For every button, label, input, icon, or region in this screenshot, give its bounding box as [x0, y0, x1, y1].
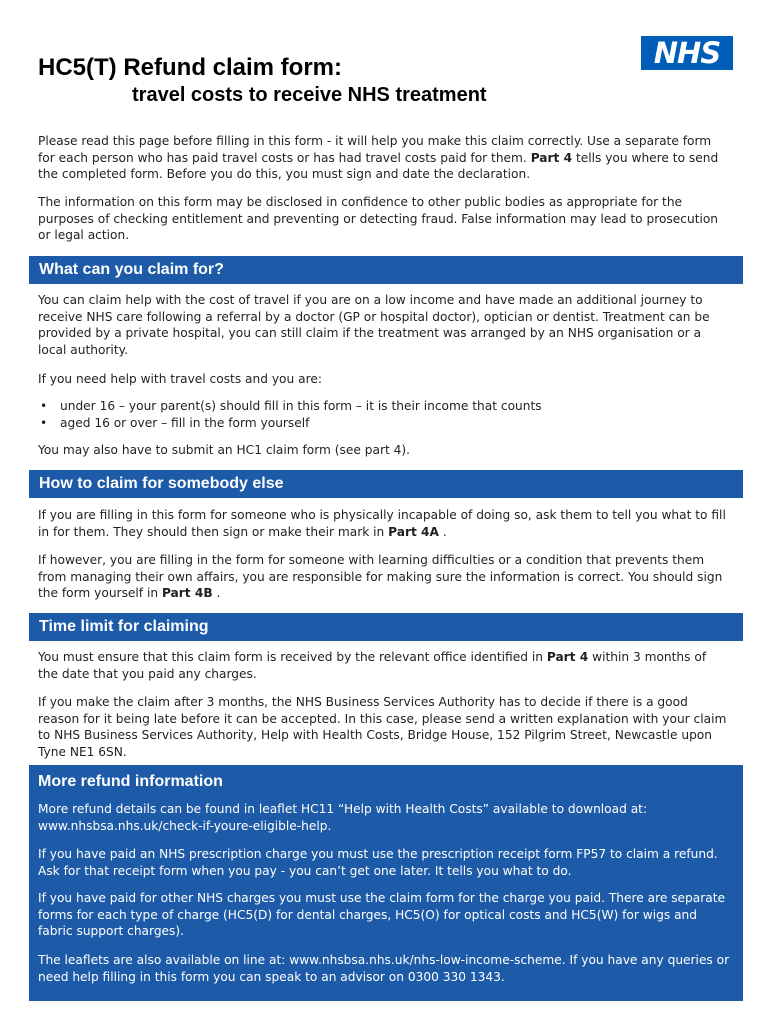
- page-title: HC5(T) Refund claim form:: [38, 54, 343, 81]
- section-heading-somebody: How to claim for somebody else: [29, 470, 743, 498]
- page-subtitle: travel costs to receive NHS treatment: [132, 84, 487, 106]
- time-paragraph-1: You must ensure that this claim form is received by the relevant office identified in Part 4 within 3 months of the date that you paid any charges.: [38, 650, 707, 681]
- list-item: • aged 16 or over – fill in the form yourself: [40, 415, 310, 430]
- part-4a-reference: Part 4A: [388, 524, 439, 539]
- somebody-paragraph-1: If you are filling in this form for someone who is physically incapable of doing so, ask them to tell you what to fill in for them. They should then sign or make their mark in Part 4A .: [38, 508, 726, 539]
- refund-paragraph-4: The leaflets are also available on line at: www.nhsbsa.nhs.uk/nhs-low-income-scheme. If you have any queries or need help filling in this form you can speak to an advisor on 0300 330 1343.: [38, 953, 730, 984]
- refund-paragraph-1: More refund details can be found in leaflet HC11 “Help with Health Costs” available to download at: www.nhsbsa.nhs.uk/check-if-youre-eligible-help.: [38, 802, 648, 833]
- time-paragraph-2: If you make the claim after 3 months, the NHS Business Services Authority has to decide if there is a good reason for it being late before it can be accepted. In this case, please send a written explanation with your claim to NHS Business Services Authority, Help with Health Costs, Bridge House, 152 Pilgrim Street, Newcastle upon Tyne NE1 6SN.: [38, 695, 727, 759]
- section-heading-time-limit: Time limit for claiming: [29, 613, 743, 641]
- part-4-reference: Part 4: [530, 150, 573, 165]
- claim-paragraph-1: You can claim help with the cost of travel if you are on a low income and have made an additional journey to receive NHS care following a referral by a doctor (GP or hospital doctor), optician or dentist. Treatment can be provided by a private hospital, you can still claim if the treatment was arranged by an NHS organisation or a local authority.: [38, 293, 710, 357]
- list-item: • under 16 – your parent(s) should fill in this form – it is their income that counts: [40, 399, 542, 413]
- refund-paragraph-3: If you have paid for other NHS charges you must use the claim form for the charge you paid. There are separate forms for each type of charge (HC5(D) for dental charges, HC5(O) for optical costs and HC5(W) for wigs and fabric support charges).: [38, 891, 726, 939]
- nhs-logo: NHS: [641, 36, 733, 70]
- claim-paragraph-2: If you need help with travel costs and you are:: [38, 372, 322, 386]
- refund-info-box: [29, 765, 743, 1001]
- claim-paragraph-3: You may also have to submit an HC1 claim form (see part 4).: [38, 443, 411, 457]
- section-heading-claim: What can you claim for?: [29, 256, 743, 284]
- part-4-reference: Part 4: [546, 650, 589, 664]
- somebody-paragraph-2: If however, you are filling in the form for someone with learning difficulties or a condition that prevents them from managing their own affairs, you are responsible for making sure the information is correct. You should sign the form yourself in Part 4B .: [38, 553, 723, 601]
- claim-bullet-list: [38, 398, 728, 431]
- bullet-icon: •: [40, 415, 48, 430]
- refund-paragraph-2: If you have paid an NHS prescription charge you must use the prescription receipt form FP57 to claim a refund. Ask for that receipt form when you pay - you can’t get one later. It tells you what to do.: [38, 847, 718, 878]
- intro-paragraph-1: Please read this page before filling in this form - it will help you make this claim correctly. Use a separate form for each person who has paid travel costs or has had travel costs paid for them. Part 4 tells you where to send the completed form. Before you do this, you must sign and date the declaration.: [38, 134, 719, 182]
- part-4b-reference: Part 4B: [161, 586, 213, 601]
- bullet-icon: •: [40, 399, 48, 413]
- section-heading-refund: More refund information: [38, 773, 223, 790]
- intro-paragraph-2: The information on this form may be disclosed in confidence to other public bodies as appropriate for the purposes of checking entitlement and preventing or detecting fraud. False information may lead to prosecution or legal action.: [38, 195, 719, 243]
